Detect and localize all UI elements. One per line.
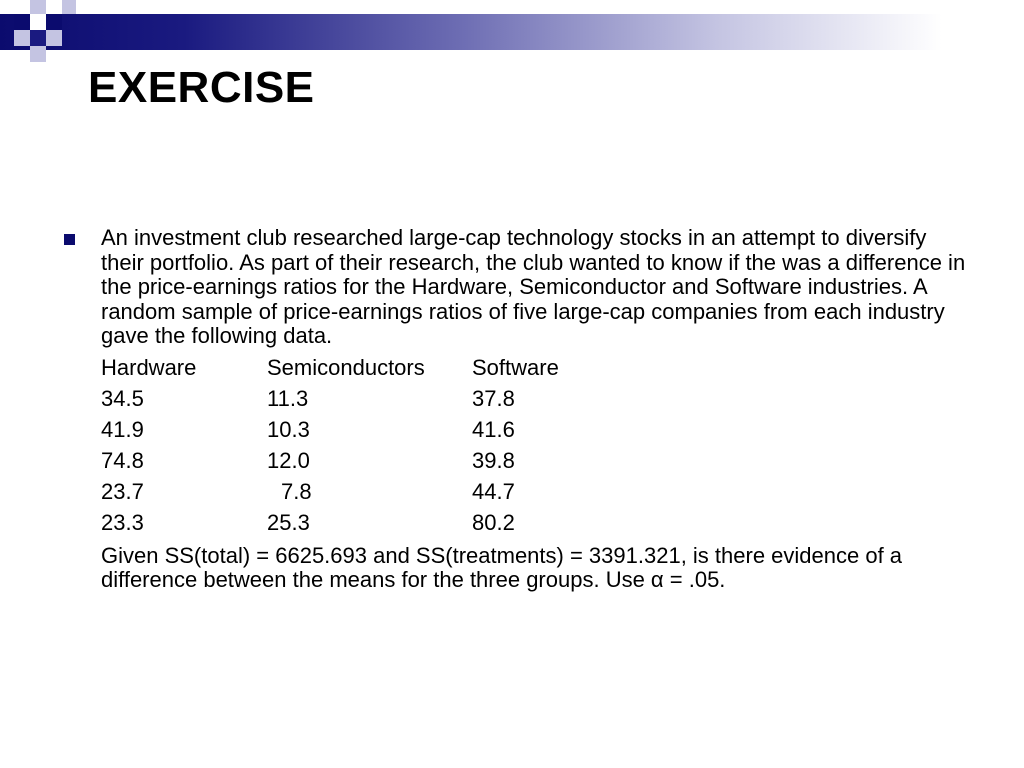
table-cell: 12.0 [267, 447, 310, 473]
table-cell: 11.3 [267, 385, 309, 411]
decor-square [14, 30, 30, 46]
table-row [101, 418, 971, 449]
decor-square [30, 14, 46, 30]
table-cell: 23.7 [101, 478, 144, 504]
table-cell: 74.8 [101, 447, 144, 473]
table-cell: 44.7 [472, 478, 515, 504]
table-header-row [101, 356, 971, 387]
table-row [101, 480, 971, 511]
bullet-square-icon [64, 234, 75, 245]
table-cell: 10.3 [267, 416, 310, 442]
table-cell: 80.2 [472, 509, 515, 535]
column-header-semiconductors: Semiconductors [267, 354, 425, 380]
table-cell: 7.8 [281, 478, 312, 504]
decor-square [30, 30, 46, 46]
pe-ratio-table [101, 356, 971, 542]
header-gradient-band [0, 14, 1024, 50]
slide-title: EXERCISE [88, 63, 315, 112]
decor-square [46, 30, 62, 46]
intro-paragraph: An investment club researched large-cap technology stocks in an attempt to diversify their portfolio. As part of their research, the club wanted to know if the was a difference in the price-earnings ratios for the Hardware, Semiconductor and Software industries. A random sample of price-earnings ratios of five large-cap companies from each industry gave the following data. [101, 225, 966, 348]
decor-square [46, 14, 62, 30]
table-row [101, 511, 971, 542]
decor-square [62, 0, 76, 14]
table-row [101, 449, 971, 480]
decor-square [46, 0, 62, 14]
table-cell: 23.3 [101, 509, 144, 535]
question-paragraph: Given SS(total) = 6625.693 and SS(treatments) = 3391.321, is there evidence of a difference between the means for the three groups. Use α = .05. [101, 542, 903, 592]
decor-square [14, 14, 30, 30]
decor-square [30, 0, 46, 14]
table-cell: 41.9 [101, 416, 144, 442]
slide-body [101, 226, 971, 593]
table-cell: 41.6 [472, 416, 515, 442]
table-cell: 37.8 [472, 385, 515, 411]
table-cell: 25.3 [267, 509, 310, 535]
table-row [101, 387, 971, 418]
decor-square [30, 46, 46, 62]
column-header-software: Software [472, 354, 559, 380]
table-cell: 34.5 [101, 385, 144, 411]
column-header-hardware: Hardware [101, 354, 197, 380]
table-cell: 39.8 [472, 447, 515, 473]
